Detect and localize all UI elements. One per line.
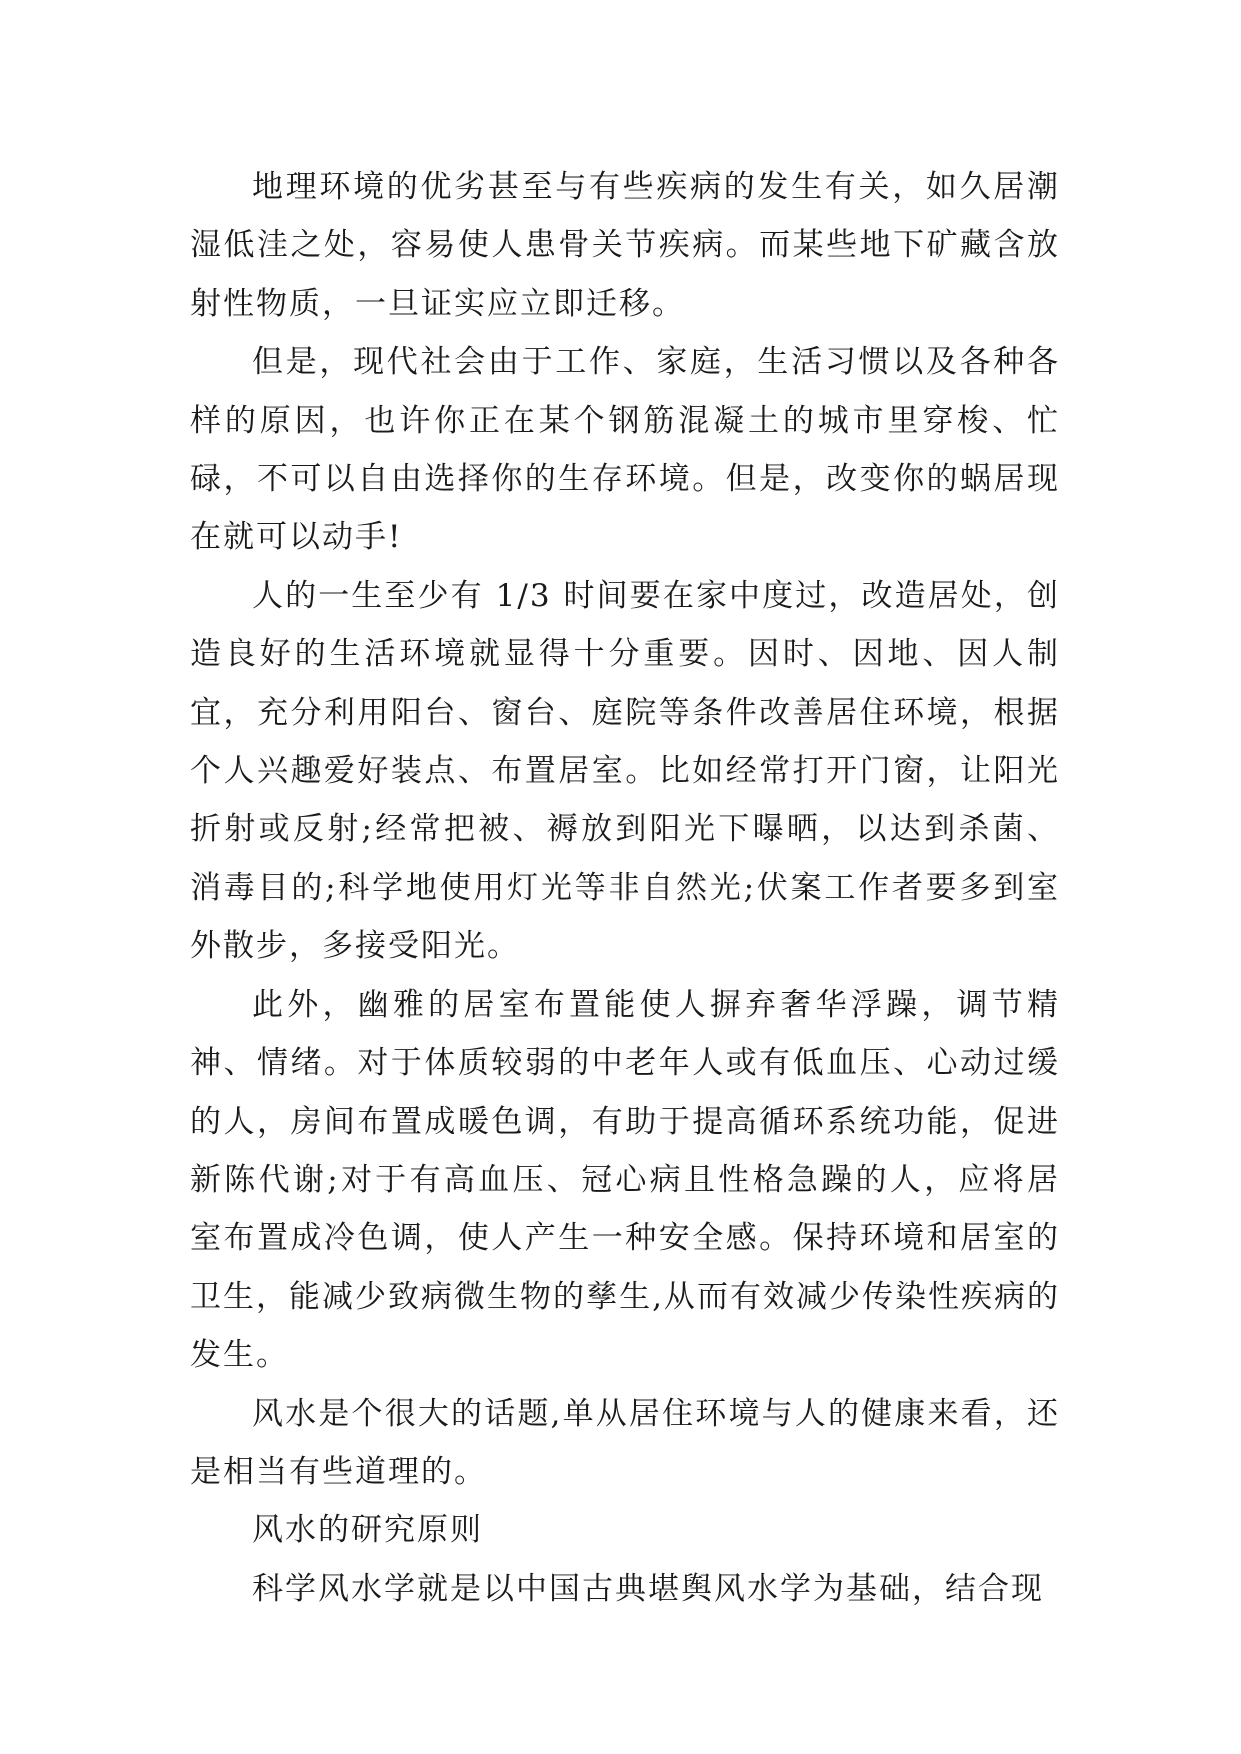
paragraph-modern-society: 但是，现代社会由于工作、家庭，生活习惯以及各种各样的原因，也许你正在某个钢筋混凝土的城市里穿梭、忙碌，不可以自由选择你的生存环境。但是，改变你的蜗居现在就可以动手! — [190, 344, 1060, 556]
paragraph-fengshui-topic: 风水是个很大的话题,单从居住环境与人的健康来看，还是相当有些道理的。 — [190, 1395, 1060, 1490]
section-heading-research-principles: 风水的研究原则 — [252, 1512, 483, 1549]
paragraph-home-environment: 人的一生至少有 1/3 时间要在家中度过，改造居处，创造良好的生活环境就显得十分重要。因时、因地、因人制宜，充分利用阳台、窗台、庭院等条件改善居住环境，根据个人兴趣爱好装点、布置居室。比如经常打开门窗，让阳光折射或反射;经常把被、褥放到阳光下曝晒，以达到杀菌、消毒目的;科学地使用灯光等非自然光;伏案工作者要多到室外散步，多接受阳光。 — [190, 577, 1060, 965]
document-body — [190, 158, 1060, 1618]
paragraph-room-decoration: 此外，幽雅的居室布置能使人摒弃奢华浮躁，调节精神、情绪。对于体质较弱的中老年人或有低血压、心动过缓的人，房间布置成暖色调，有助于提高循环系统功能，促进新陈代谢;对于有高血压、冠心病且性格急躁的人，应将居室布置成冷色调，使人产生一种安全感。保持环境和居室的卫生，能减少致病微生物的孳生,从而有效减少传染性疾病的发生。 — [190, 986, 1060, 1374]
paragraph-geography-health: 地理环境的优劣甚至与有些疾病的发生有关，如久居潮湿低洼之处，容易使人患骨关节疾病。而某些地下矿藏含放射性物质，一旦证实应立即迁移。 — [190, 169, 1060, 322]
paragraph-scientific-fengshui: 科学风水学就是以中国古典堪舆风水学为基础，结合现 — [252, 1570, 1044, 1607]
